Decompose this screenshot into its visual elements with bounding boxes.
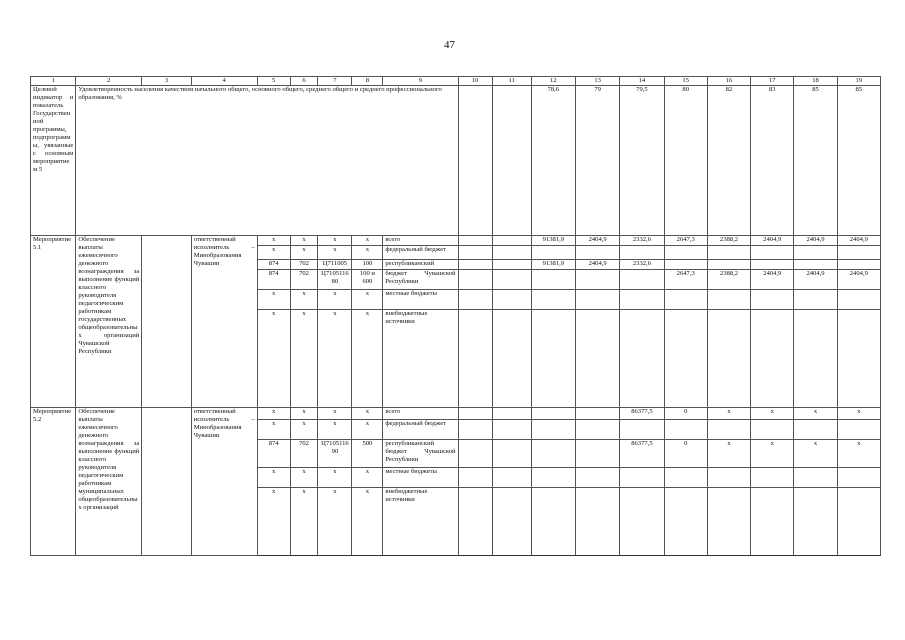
amount-value bbox=[707, 488, 750, 556]
amount-value bbox=[794, 290, 837, 310]
amount-value bbox=[751, 468, 794, 488]
code-target-article: х bbox=[318, 408, 352, 420]
code-expense-type: х bbox=[352, 310, 383, 408]
responsible-executor: ответственный исполнитель – Минобразования Чувашии bbox=[191, 408, 257, 556]
column-number: 1 bbox=[31, 77, 76, 86]
empty-cell bbox=[458, 420, 492, 440]
amount-value bbox=[575, 468, 619, 488]
header-row bbox=[31, 77, 881, 86]
code-target-article: х bbox=[318, 488, 352, 556]
amount-value: 2332,6 bbox=[620, 236, 664, 246]
amount-value bbox=[794, 488, 837, 556]
column-number: 9 bbox=[383, 77, 458, 86]
code-expense-type: 100 bbox=[352, 260, 383, 270]
table-row bbox=[31, 236, 881, 246]
column-number: 7 bbox=[318, 77, 352, 86]
empty-cell bbox=[458, 290, 492, 310]
amount-value bbox=[620, 468, 664, 488]
empty-cell bbox=[458, 260, 492, 270]
measure-label: Мероприятие 5.1 bbox=[31, 236, 76, 408]
amount-value: 2388,2 bbox=[707, 236, 750, 246]
amount-value: х bbox=[794, 440, 837, 468]
code-grbs: х bbox=[257, 468, 290, 488]
empty-cell bbox=[458, 408, 492, 420]
amount-value bbox=[707, 246, 750, 260]
amount-value: 86377,5 bbox=[620, 408, 664, 420]
amount-value: 2404,9 bbox=[575, 236, 619, 246]
amount-value bbox=[531, 488, 575, 556]
amount-value bbox=[531, 290, 575, 310]
amount-value bbox=[664, 246, 707, 260]
amount-value bbox=[837, 310, 880, 408]
amount-value bbox=[575, 290, 619, 310]
amount-value bbox=[575, 246, 619, 260]
indicator-value: 79,5 bbox=[620, 86, 664, 236]
budget-table bbox=[30, 76, 881, 556]
amount-value bbox=[751, 420, 794, 440]
code-target-article: х bbox=[318, 290, 352, 310]
indicator-text: Удовлетворенность населения качеством начального общего, основного общего, среднего общего и среднего профессионального образования, % bbox=[76, 86, 458, 236]
code-grbs: 874 bbox=[257, 440, 290, 468]
column-number: 16 bbox=[707, 77, 750, 86]
amount-value: 86377,5 bbox=[620, 440, 664, 468]
code-section: х bbox=[290, 420, 318, 440]
amount-value: 2404,9 bbox=[794, 270, 837, 290]
amount-value bbox=[620, 246, 664, 260]
column-number: 2 bbox=[76, 77, 142, 86]
funding-source: республиканский бюджет Чувашской Республики bbox=[383, 440, 458, 468]
code-target-article: х bbox=[318, 468, 352, 488]
empty-cell bbox=[492, 420, 531, 440]
empty-cell bbox=[492, 310, 531, 408]
code-expense-type: х bbox=[352, 408, 383, 420]
amount-value: 2404,9 bbox=[575, 260, 619, 270]
empty-cell bbox=[458, 86, 492, 236]
amount-value bbox=[837, 488, 880, 556]
column-number: 4 bbox=[191, 77, 257, 86]
code-section: х bbox=[290, 290, 318, 310]
funding-source: местные бюджеты bbox=[383, 290, 458, 310]
empty-cell bbox=[458, 310, 492, 408]
amount-value bbox=[531, 310, 575, 408]
amount-value bbox=[794, 310, 837, 408]
amount-value bbox=[794, 260, 837, 270]
empty-cell bbox=[142, 236, 191, 408]
amount-value bbox=[531, 270, 575, 290]
amount-value bbox=[620, 290, 664, 310]
column-number: 19 bbox=[837, 77, 880, 86]
code-section: 702 bbox=[290, 260, 318, 270]
amount-value bbox=[620, 270, 664, 290]
amount-value bbox=[707, 420, 750, 440]
amount-value bbox=[531, 246, 575, 260]
amount-value bbox=[707, 468, 750, 488]
code-expense-type: х bbox=[352, 236, 383, 246]
empty-cell bbox=[492, 246, 531, 260]
amount-value bbox=[794, 420, 837, 440]
funding-source: бюджет Чувашской Республики bbox=[383, 270, 458, 290]
empty-cell bbox=[492, 86, 531, 236]
amount-value: 2332,6 bbox=[620, 260, 664, 270]
column-number: 6 bbox=[290, 77, 318, 86]
amount-value: 2388,2 bbox=[707, 270, 750, 290]
funding-source: федеральный бюджет bbox=[383, 246, 458, 260]
code-target-article: Ц710511690 bbox=[318, 440, 352, 468]
code-expense-type: 500 bbox=[352, 440, 383, 468]
code-section: х bbox=[290, 236, 318, 246]
amount-value bbox=[620, 310, 664, 408]
amount-value: 2404,9 bbox=[837, 236, 880, 246]
code-section: 702 bbox=[290, 440, 318, 468]
amount-value: 2647,3 bbox=[664, 270, 707, 290]
amount-value bbox=[664, 290, 707, 310]
code-section: х bbox=[290, 488, 318, 556]
amount-value bbox=[837, 260, 880, 270]
code-target-article: Ц710511680 bbox=[318, 270, 352, 290]
measure-label: Мероприятие 5.2 bbox=[31, 408, 76, 556]
amount-value bbox=[664, 260, 707, 270]
column-number: 10 bbox=[458, 77, 492, 86]
amount-value bbox=[575, 270, 619, 290]
code-section: 702 bbox=[290, 270, 318, 290]
amount-value bbox=[531, 408, 575, 420]
amount-value bbox=[837, 290, 880, 310]
funding-source: всего bbox=[383, 408, 458, 420]
code-grbs: 874 bbox=[257, 270, 290, 290]
amount-value: х bbox=[837, 440, 880, 468]
empty-cell bbox=[458, 468, 492, 488]
amount-value bbox=[837, 468, 880, 488]
column-number: 15 bbox=[664, 77, 707, 86]
amount-value: 2647,3 bbox=[664, 236, 707, 246]
amount-value bbox=[664, 488, 707, 556]
funding-source: внебюджетные источники bbox=[383, 488, 458, 556]
empty-cell bbox=[458, 440, 492, 468]
column-number: 11 bbox=[492, 77, 531, 86]
amount-value bbox=[837, 246, 880, 260]
amount-value: 2404,9 bbox=[794, 236, 837, 246]
funding-source: федеральный бюджет bbox=[383, 420, 458, 440]
amount-value bbox=[531, 440, 575, 468]
amount-value: х bbox=[837, 408, 880, 420]
page-number: 47 bbox=[444, 39, 455, 51]
amount-value bbox=[531, 420, 575, 440]
responsible-executor: ответственный исполнитель – Минобразования Чувашии bbox=[191, 236, 257, 408]
code-target-article: х bbox=[318, 420, 352, 440]
empty-cell bbox=[492, 290, 531, 310]
code-section: х bbox=[290, 310, 318, 408]
amount-value bbox=[707, 290, 750, 310]
amount-value bbox=[751, 290, 794, 310]
code-target-article: х bbox=[318, 236, 352, 246]
indicator-value: 79 bbox=[575, 86, 619, 236]
amount-value: х bbox=[751, 408, 794, 420]
column-number: 5 bbox=[257, 77, 290, 86]
empty-cell bbox=[458, 488, 492, 556]
amount-value bbox=[575, 408, 619, 420]
indicator-value: 82 bbox=[707, 86, 750, 236]
indicator-value: 80 bbox=[664, 86, 707, 236]
code-grbs: х bbox=[257, 236, 290, 246]
empty-cell bbox=[142, 408, 191, 556]
amount-value bbox=[575, 420, 619, 440]
empty-cell bbox=[492, 408, 531, 420]
code-target-article: х bbox=[318, 310, 352, 408]
amount-value bbox=[751, 260, 794, 270]
funding-source: местные бюджеты bbox=[383, 468, 458, 488]
table-row bbox=[31, 408, 881, 420]
code-section: х bbox=[290, 246, 318, 260]
measure-name: Обеспечение выплаты ежемесячного денежного вознаграждения за выполнение функций классного руководителя педагогическим работникам государственных общеобразовательных организаций Чувашской Республики bbox=[76, 236, 142, 408]
code-expense-type: х bbox=[352, 420, 383, 440]
amount-value: 2404,9 bbox=[837, 270, 880, 290]
amount-value bbox=[751, 246, 794, 260]
amount-value bbox=[751, 310, 794, 408]
empty-cell bbox=[492, 236, 531, 246]
amount-value: 91381,9 bbox=[531, 260, 575, 270]
funding-source: внебюджетные источники bbox=[383, 310, 458, 408]
code-grbs: 874 bbox=[257, 260, 290, 270]
empty-cell bbox=[492, 260, 531, 270]
funding-source: всего bbox=[383, 236, 458, 246]
amount-value bbox=[664, 468, 707, 488]
code-grbs: х bbox=[257, 290, 290, 310]
column-number: 13 bbox=[575, 77, 619, 86]
amount-value bbox=[531, 468, 575, 488]
code-expense-type: х bbox=[352, 290, 383, 310]
amount-value bbox=[751, 488, 794, 556]
empty-cell bbox=[492, 468, 531, 488]
amount-value: 2404,9 bbox=[751, 270, 794, 290]
column-number: 17 bbox=[751, 77, 794, 86]
column-number: 12 bbox=[531, 77, 575, 86]
code-section: х bbox=[290, 468, 318, 488]
code-expense-type: х bbox=[352, 488, 383, 556]
code-expense-type: 100 и 600 bbox=[352, 270, 383, 290]
amount-value bbox=[664, 420, 707, 440]
amount-value bbox=[664, 310, 707, 408]
amount-value bbox=[575, 310, 619, 408]
code-grbs: х bbox=[257, 310, 290, 408]
amount-value bbox=[575, 488, 619, 556]
indicator-value: 83 bbox=[751, 86, 794, 236]
indicator-value: 78,6 bbox=[531, 86, 575, 236]
column-number: 14 bbox=[620, 77, 664, 86]
empty-cell bbox=[458, 270, 492, 290]
indicator-row bbox=[31, 86, 881, 236]
empty-cell bbox=[458, 246, 492, 260]
empty-cell bbox=[492, 488, 531, 556]
indicator-label: Целевой индикатор и показатель Государственной программы, подпрограммы, увязанные с основным мероприятием 5 bbox=[31, 86, 76, 236]
amount-value bbox=[794, 246, 837, 260]
code-expense-type: х bbox=[352, 246, 383, 260]
amount-value bbox=[794, 468, 837, 488]
column-number: 3 bbox=[142, 77, 191, 86]
amount-value: х bbox=[707, 408, 750, 420]
code-grbs: х bbox=[257, 408, 290, 420]
empty-cell bbox=[492, 270, 531, 290]
amount-value bbox=[707, 260, 750, 270]
amount-value: 2404,9 bbox=[751, 236, 794, 246]
code-expense-type: х bbox=[352, 468, 383, 488]
amount-value bbox=[620, 420, 664, 440]
amount-value: 0 bbox=[664, 440, 707, 468]
code-target-article: Ц711005 bbox=[318, 260, 352, 270]
code-section: х bbox=[290, 408, 318, 420]
indicator-value: 85 bbox=[794, 86, 837, 236]
amount-value bbox=[575, 440, 619, 468]
empty-cell bbox=[492, 440, 531, 468]
code-grbs: х bbox=[257, 420, 290, 440]
column-number: 8 bbox=[352, 77, 383, 86]
amount-value: х bbox=[707, 440, 750, 468]
amount-value: 0 bbox=[664, 408, 707, 420]
amount-value bbox=[707, 310, 750, 408]
code-grbs: х bbox=[257, 246, 290, 260]
amount-value bbox=[837, 420, 880, 440]
measure-name: Обеспечение выплаты ежемесячного денежного вознаграждения за выполнение функций классного руководителя педагогическим работникам муниципальных общеобразовательных организаций bbox=[76, 408, 142, 556]
amount-value: 91381,9 bbox=[531, 236, 575, 246]
code-target-article: х bbox=[318, 246, 352, 260]
column-number: 18 bbox=[794, 77, 837, 86]
indicator-value: 85 bbox=[837, 86, 880, 236]
amount-value: х bbox=[794, 408, 837, 420]
funding-source: республиканский bbox=[383, 260, 458, 270]
amount-value: х bbox=[751, 440, 794, 468]
empty-cell bbox=[458, 236, 492, 246]
code-grbs: х bbox=[257, 488, 290, 556]
amount-value bbox=[620, 488, 664, 556]
